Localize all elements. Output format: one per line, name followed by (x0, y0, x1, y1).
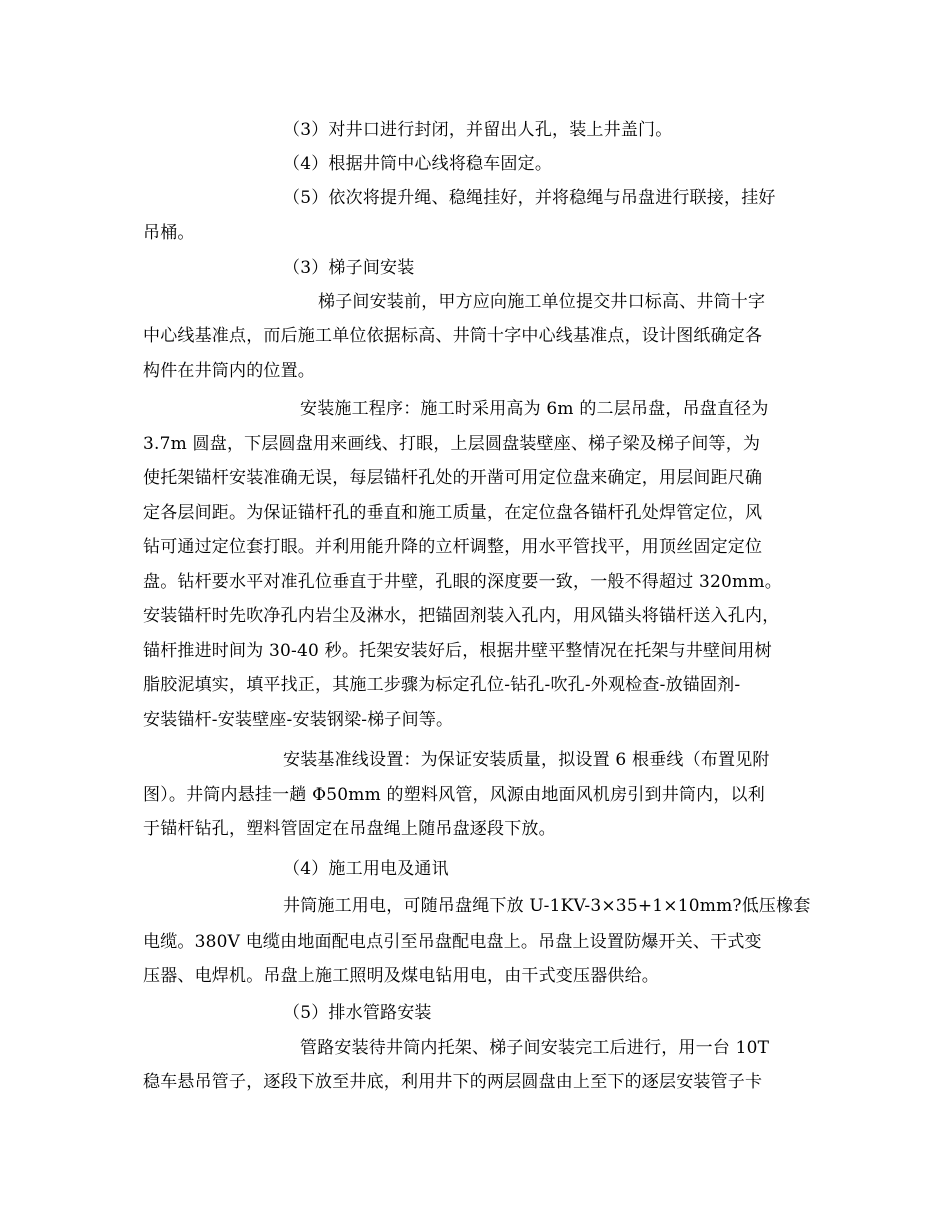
text-line: 构件在井筒内的位置。 (143, 361, 315, 381)
text-line: 安装锚杆-安装壁座-安装钢梁-梯子间等。 (143, 710, 454, 730)
text-line: 吊桶。 (143, 223, 195, 243)
text-line: 中心线基准点，而后施工单位依据标高、井筒十字中心线基准点，设计图纸确定各 (143, 326, 763, 346)
text-line: （3）对井口进行封闭，并留出人孔，装上井盖门。 (283, 120, 673, 140)
text-line: 安装施工程序：施工时采用高为 6m 的二层吊盘，吊盘直径为 (300, 399, 769, 419)
text-line: 脂胶泥填实，填平找正，其施工步骤为标定孔位-钻孔-吹孔-外观检查-放锚固剂- (143, 675, 741, 695)
text-line: 电缆。380V 电缆由地面配电点引至吊盘配电盘上。吊盘上设置防爆开关、干式变 (143, 932, 762, 952)
text-line: 3.7m 圆盘，下层圆盘用来画线、打眼，上层圆盘装壁座、梯子梁及梯子间等，为 (143, 434, 761, 454)
section-heading: （4）施工用电及通讯 (283, 859, 449, 879)
text-line: 使托架锚杆安装准确无误，每层锚杆孔处的开凿可用定位盘来确定，用层间距尺确 (143, 468, 763, 488)
section-heading: （5）排水管路安装 (283, 1003, 432, 1023)
text-line: 压器、电焊机。吊盘上施工照明及煤电钻用电，由干式变压器供给。 (143, 966, 659, 986)
text-line: 管路安装待井筒内托架、梯子间安装完工后进行，用一台 10T (300, 1038, 770, 1058)
text-line: 于锚杆钻孔，塑料管固定在吊盘绳上随吊盘逐段下放。 (143, 819, 556, 839)
text-line: 稳车悬吊管子，逐段下放至井底，利用井下的两层圆盘由上至下的逐层安装管子卡 (143, 1072, 763, 1092)
text-line: 盘。钻杆要水平对准孔位垂直于井壁，孔眼的深度要一致，一般不得超过 320mm。 (143, 572, 782, 592)
text-line: 钻可通过定位套打眼。并利用能升降的立杆调整，用水平管找平，用顶丝固定定位 (143, 537, 763, 557)
text-line: （5）依次将提升绳、稳绳挂好，并将稳绳与吊盘进行联接，挂好 (283, 188, 776, 208)
text-line: 井筒施工用电，可随吊盘绳下放 U-1KV-3×35+1×10mm?低压橡套 (283, 896, 811, 916)
text-line: 定各层间距。为保证锚杆孔的垂直和施工质量，在定位盘各锚杆孔处焊管定位，风 (143, 503, 763, 523)
text-line: （4）根据井筒中心线将稳车固定。 (283, 154, 553, 174)
text-line: 图）。井筒内悬挂一趟 Φ50mm 的塑料风管，风源由地面风机房引到井筒内，以利 (143, 785, 765, 805)
section-heading: （3）梯子间安装 (283, 258, 415, 278)
text-line: 锚杆推进时间为 30-40 秒。托架安装好后，根据井壁平整情况在托架与井壁间用树 (143, 641, 772, 661)
text-line: 安装基准线设置：为保证安装质量，拟设置 6 根垂线（布置见附 (283, 750, 770, 770)
text-line: 安装锚杆时先吹净孔内岩尘及淋水，把锚固剂装入孔内，用风锚头将锚杆送入孔内， (143, 606, 780, 626)
text-line: 梯子间安装前，甲方应向施工单位提交井口标高、井筒十字 (318, 292, 766, 312)
